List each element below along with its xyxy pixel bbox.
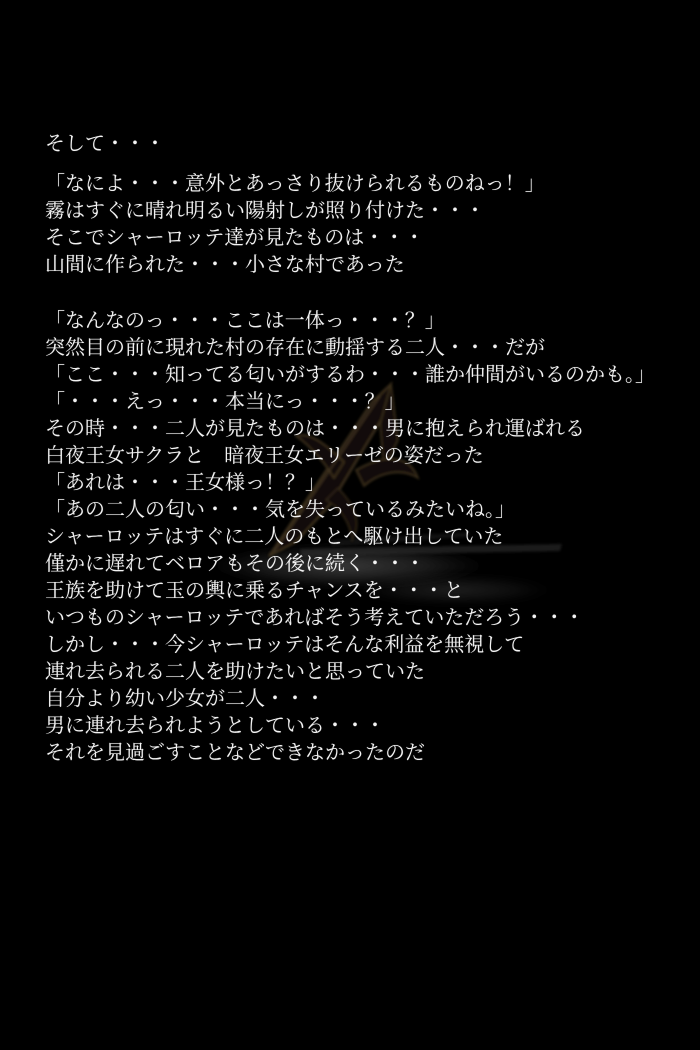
story-line: しかし・・・今シャーロッテはそんな利益を無視して (45, 634, 525, 656)
story-line: 「・・・えっ・・・本当にっ・・・？」 (45, 391, 405, 413)
story-line: 男に連れ去られようとしている・・・ (45, 715, 385, 737)
story-line: 山間に作られた・・・小さな村であった (45, 254, 405, 276)
story-line: 「なによ・・・意外とあっさり抜けられるものねっ！」 (45, 173, 545, 195)
story-line: 「ここ・・・知ってる匂いがするわ・・・誰か仲間がいるのかも。」 (45, 364, 655, 386)
story-line: 突然目の前に現れた村の存在に動揺する二人・・・だが (45, 337, 545, 359)
story-paragraph (45, 131, 690, 158)
story-line: シャーロッテはすぐに二人のもとへ駆け出していた (45, 526, 504, 548)
story-line: 王族を助けて玉の輿に乗るチャンスを・・・と (45, 580, 464, 602)
story-line: 「なんなのっ・・・ここは一体っ・・・？」 (45, 310, 445, 332)
story-line: 「あれは・・・王女様っ！？」 (45, 472, 325, 494)
story-line: その時・・・二人が見たものは・・・男に抱えられ運ばれる (45, 418, 585, 440)
story-line: そこでシャーロッテ達が見たものは・・・ (45, 227, 425, 249)
story-line: 白夜王女サクラと 暗夜王女エリーゼの姿だった (45, 445, 484, 467)
story-line: 連れ去られる二人を助けたいと思っていた (45, 661, 425, 683)
story-line: そして・・・ (45, 133, 165, 155)
story-line: 「あの二人の匂い・・・気を失っているみたいね。」 (45, 499, 515, 521)
story-line: それを見過ごすことなどできなかったのだ (45, 742, 425, 764)
story-paragraph (45, 171, 690, 279)
story-line: いつものシャーロッテであればそう考えていただろう・・・ (45, 607, 585, 629)
story-text (45, 131, 690, 767)
story-paragraph (45, 308, 690, 767)
story-line: 自分より幼い少女が二人・・・ (45, 688, 325, 710)
story-line: 霧はすぐに晴れ明るい陽射しが照り付けた・・・ (45, 200, 485, 222)
story-line: 僅かに遅れてベロアもその後に続く・・・ (45, 553, 425, 575)
